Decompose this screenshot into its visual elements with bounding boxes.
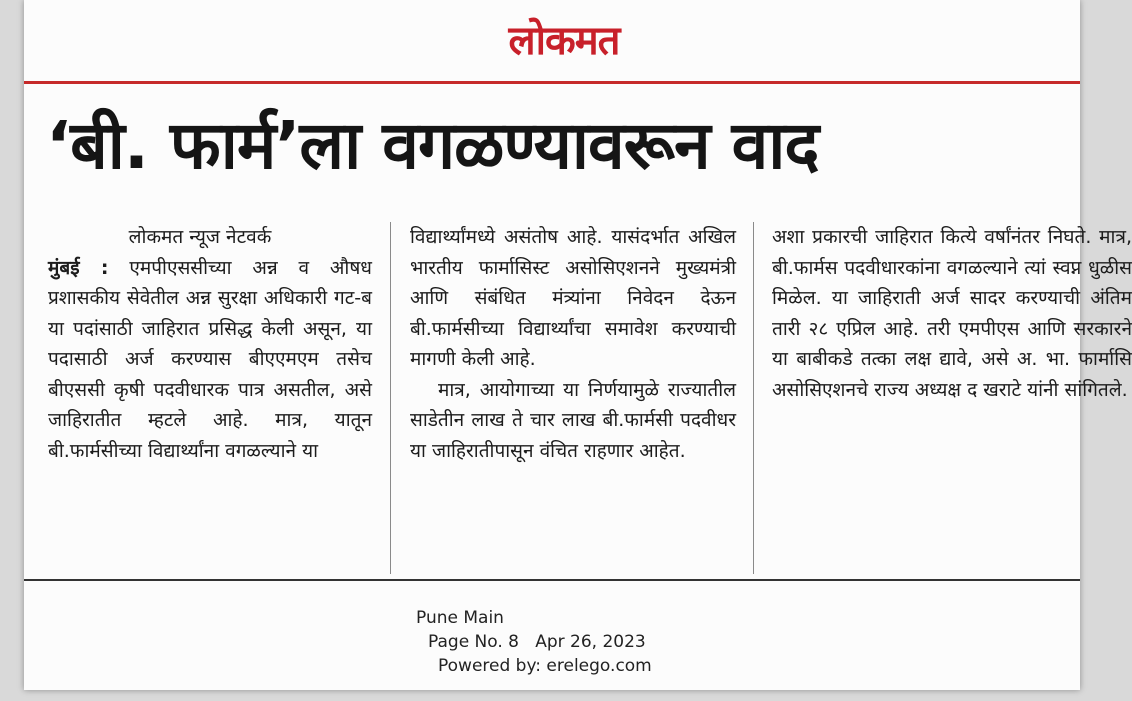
page-date-label: Page No. 8 Apr 26, 2023 — [428, 632, 646, 652]
paragraph: अशा प्रकारची जाहिरात कित्ये वर्षांनंतर निघते. मात्र, बी.फार्मस पदवीधारकांना वगळल्याने त्यां स्वप्न धुळीस मिळेल. या जाहिराती अर्ज सादर करण्याची अंतिम तारी २८ एप्रिल आहे. तरी एमपीएस आणि सरकारने या बाबीकडे तत्का लक्ष द्यावे, असे अ. भा. फार्मासि असोसिएशनचे राज्य अध्यक्ष द खराटे यांनी सांगितले. — [772, 226, 1132, 401]
newspaper-clipping — [24, 0, 1132, 690]
article-text-col1: एमपीएससीच्या अन्न व औषध प्रशासकीय सेवेतील अन्न सुरक्षा अधिकारी गट-ब या पदांसाठी जाहिरात प्रसिद्ध केली असून, या पदासाठी अर्ज करण्यास बीएएमएम तसेच बीएससी कृषी पदवीधारक पात्र असतील, असे जाहिरातीत म्हटले आहे. मात्र, यातून बी.फार्मसीच्या विद्यार्थ्यांना वगळल्याने या — [48, 256, 372, 462]
footer — [24, 600, 1080, 680]
footer-divider — [24, 579, 1080, 581]
article-column-1 — [48, 222, 372, 466]
masthead — [24, 0, 1080, 80]
article-column-2 — [410, 222, 736, 466]
edition-label: Pune Main — [416, 608, 504, 628]
article-column-3 — [772, 222, 1132, 405]
dateline: मुंबई : — [48, 256, 109, 279]
paragraph: विद्यार्थ्यांमध्ये असंतोष आहे. यासंदर्भात अखिल भारतीय फार्मासिस्ट असोसिएशनने मुख्यमंत्री आणि संबंधित मंत्र्यांना निवेदन देऊन बी.फार्मसीच्या विद्यार्थ्यांचा समावेश करण्याची मागणी केली आहे. — [410, 226, 736, 370]
byline: लोकमत न्यूज नेटवर्क — [128, 226, 272, 248]
masthead-divider — [24, 81, 1080, 84]
powered-by-label: Powered by: erelego.com — [438, 656, 652, 676]
paragraph: मात्र, आयोगाच्या या निर्णयामुळे राज्यातील साडेतीन लाख ते चार लाख बी.फार्मसी पदवीधर या जाहिरातीपासून वंचित राहणार आहेत. — [410, 378, 736, 462]
column-divider — [390, 222, 391, 574]
headline: ‘बी. फार्म’ला वगळण्यावरून वाद — [46, 107, 819, 184]
lokmat-logo: लोकमत — [508, 17, 620, 64]
column-divider — [753, 222, 754, 574]
